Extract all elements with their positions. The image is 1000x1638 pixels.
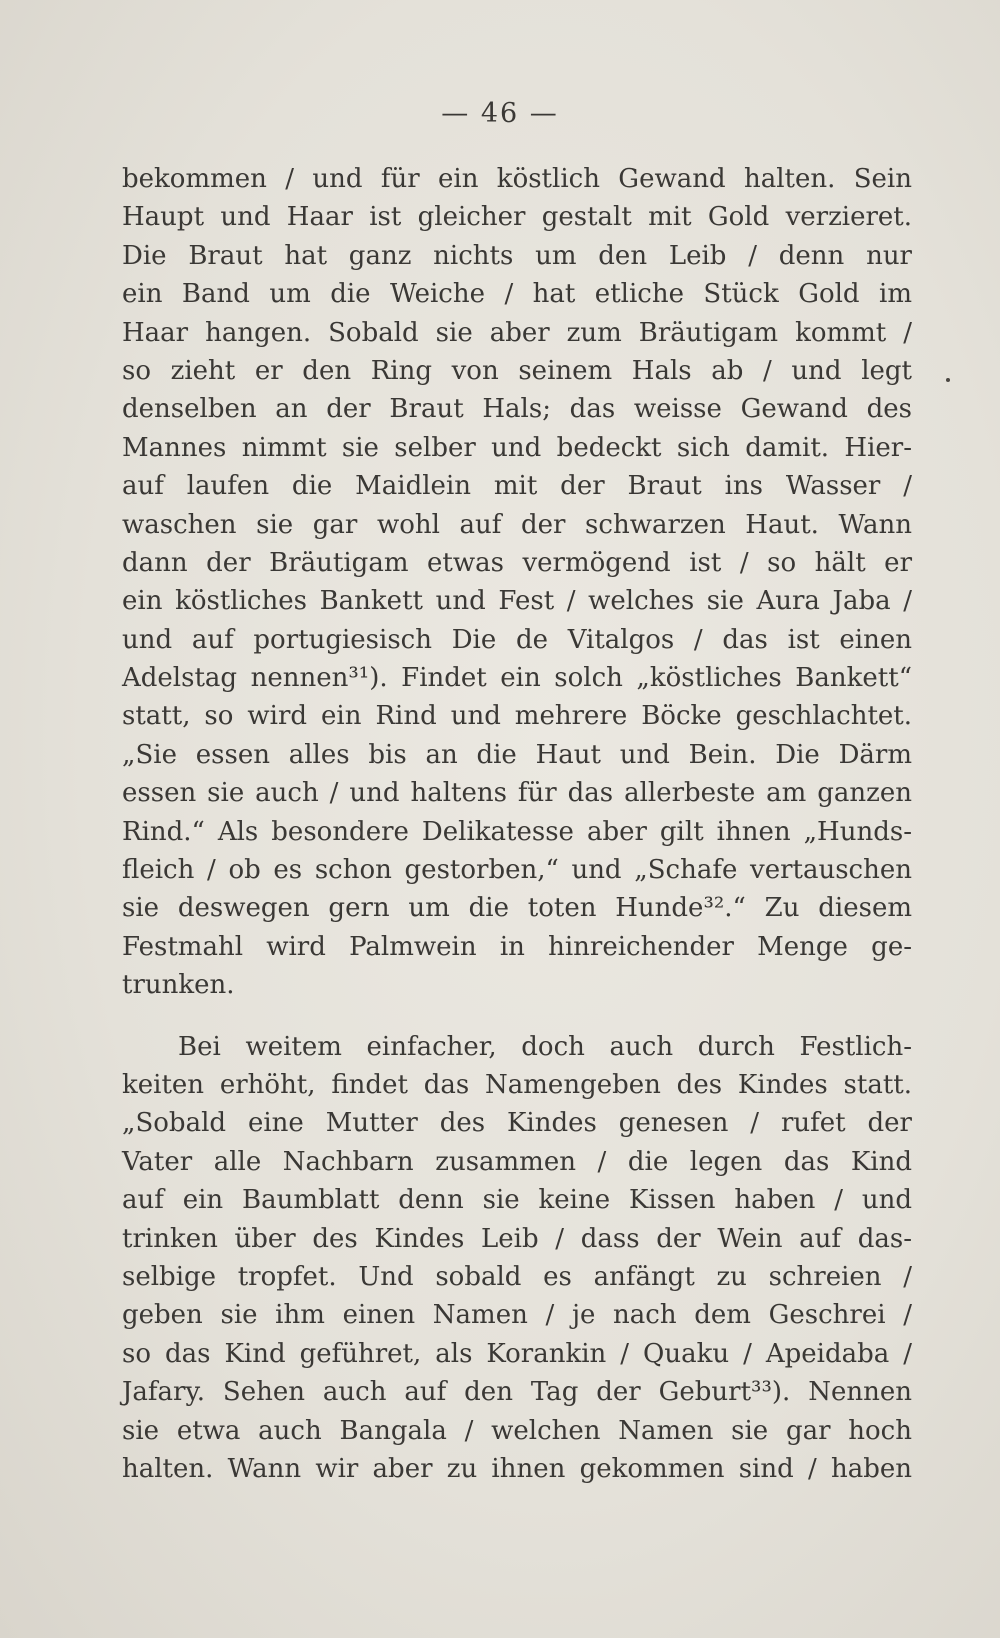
text-line: Jafary. Sehen auch auf den Tag der Geburt³³). Nennen [122,1377,912,1408]
text-line: ein Band um die Weiche / hat etliche Stück Gold im [122,279,912,310]
text-line: sie deswegen gern um die toten Hunde³².“ Zu diesem [122,893,912,924]
text-line: „Sobald eine Mutter des Kindes genesen / rufet der [122,1108,912,1139]
paragraph-1 [122,160,912,1005]
text-line: sie etwa auch Bangala / welchen Namen sie gar hoch [122,1415,912,1446]
body-text [122,160,912,1488]
text-line: geben sie ihm einen Namen / je nach dem Geschrei / [122,1300,912,1331]
text-line: ein köstliches Bankett und Fest / welches sie Aura Jaba / [122,586,912,617]
text-line: Die Braut hat ganz nichts um den Leib / denn nur [122,240,912,271]
text-line: trunken. [122,970,235,1001]
text-line: dann der Bräutigam etwas vermögend ist / so hält er [122,547,912,578]
text-line: keiten erhöht, findet das Namengeben des Kindes statt. [122,1069,912,1100]
text-line: und auf portugiesisch Die de Vitalgos / das ist einen [122,624,912,655]
text-line: waschen sie gar wohl auf der schwarzen Haut. Wann [122,509,912,540]
text-line: statt, so wird ein Rind und mehrere Böcke geschlachtet. [122,701,912,732]
text-line: Festmahl wird Palmwein in hinreichender Menge ge- [122,931,912,962]
text-line: denselben an der Braut Hals; das weisse Gewand des [122,394,912,425]
text-line: auf laufen die Maidlein mit der Braut ins Wasser / [122,471,912,502]
ink-speck [946,378,950,382]
text-line: Vater alle Nachbarn zusammen / die legen das Kind [122,1146,912,1177]
text-line: Mannes nimmt sie selber und bedeckt sich damit. Hier- [122,432,912,463]
text-line: auf ein Baumblatt denn sie keine Kissen haben / und [122,1185,912,1216]
paragraph-2 [122,1028,912,1489]
text-line: trinken über des Kindes Leib / dass der Wein auf das- [122,1223,912,1254]
text-line: Bei weitem einfacher, doch auch durch Festlich- [178,1031,912,1062]
text-line: „Sie essen alles bis an die Haut und Bein. Die Därm [122,739,912,770]
text-line: so das Kind geführet, als Korankin / Quaku / Apeidaba / [122,1338,912,1369]
text-line: Rind.“ Als besondere Delikatesse aber gilt ihnen „Hunds- [122,816,912,847]
text-line: Haupt und Haar ist gleicher gestalt mit Gold verzieret. [122,202,912,233]
text-line: fleich / ob es schon gestorben,“ und „Schafe vertauschen [122,855,912,886]
text-line: halten. Wann wir aber zu ihnen gekommen sind / haben [122,1453,912,1484]
page-number: — 46 — [441,98,559,129]
text-line: bekommen / und für ein köstlich Gewand halten. Sein [122,164,912,194]
text-line: Adelstag nennen³¹). Findet ein solch „köstliches Bankett“ [122,663,912,694]
text-line: so zieht er den Ring von seinem Hals ab / und legt [122,355,912,386]
text-line: selbige tropfet. Und sobald es anfängt zu schreien / [122,1261,912,1292]
text-line: Haar hangen. Sobald sie aber zum Bräutigam kommt / [122,317,912,348]
text-line: essen sie auch / und haltens für das allerbeste am ganzen [122,778,912,809]
